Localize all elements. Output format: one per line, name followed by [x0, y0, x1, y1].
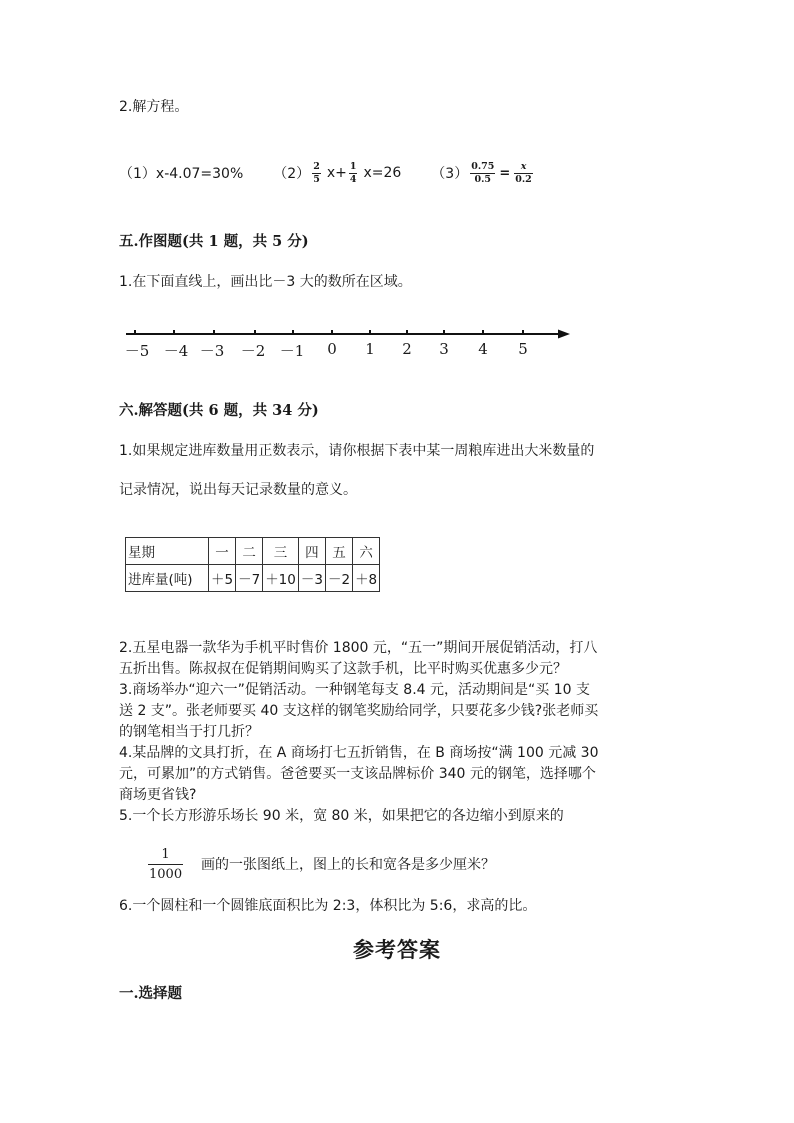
section-6-heading: 六.解答题(共 6 题，共 34 分): [119, 402, 319, 419]
equals-sign: =: [499, 165, 511, 181]
answer-section-1-heading: 一.选择题: [119, 985, 183, 1002]
numberline-label-5: 5: [518, 340, 528, 358]
numberline-label-neg4: －4: [163, 342, 189, 360]
table-cell: ＋5: [209, 565, 236, 592]
table-header-cell: 五: [325, 538, 352, 565]
numberline-label-0: 0: [327, 340, 337, 358]
grain-storage-table: [125, 537, 380, 592]
arrow-right-icon: [558, 330, 570, 339]
fraction-one-quarter: $\frac{1}{4}$: [349, 161, 357, 185]
section-6-q3-line-3: 的钢笔相当于打几折？: [119, 724, 259, 740]
table-header-cell: 四: [298, 538, 325, 565]
equation-2: （2） $\frac{2}{5}$ x+ $\frac{1}{4}$ x=26: [273, 161, 402, 185]
section-6-q3-line-2: 送 2 支”。张老师要买 40 支这样的钢笔奖励给同学，只要花多少钱?张老师买: [119, 703, 599, 719]
table-row: [126, 538, 380, 565]
numberline-label-1: 1: [365, 340, 375, 358]
section-6-q3-line-1: 3.商场举办“迎六一”促销活动。一种钢笔每支 8.4 元，活动期间是“买 10 支: [119, 682, 590, 698]
table-cell: ＋8: [353, 565, 380, 592]
equation-3: （3） $\frac{0.75}{0.5}$ = $\frac{x}{0.2}$: [431, 161, 532, 185]
equation-1: （1）x-4.07=30%: [119, 166, 244, 182]
section-6-q4-line-1: 4.某品牌的文具打折，在 A 商场打七五折销售，在 B 商场按“满 100 元减 30: [119, 745, 599, 761]
section-6-q2-line-2: 五折出售。陈叔叔在促销期间购买了这款手机，比平时购买优惠多少元？: [119, 661, 567, 677]
table-header-cell: 六: [353, 538, 380, 565]
section-6-q4-line-3: 商场更省钱?: [119, 787, 197, 803]
numberline-label-neg3: －3: [199, 342, 225, 360]
equations-row: [119, 160, 535, 186]
fraction-one-thousandth: $\frac{1}{1000}$: [149, 847, 183, 882]
table-row: [126, 565, 380, 592]
question-2-title: 2.解方程。: [119, 99, 189, 115]
numberline-label-neg2: －2: [240, 342, 266, 360]
numberline-label-neg5: －5: [124, 342, 150, 360]
table-cell: －2: [325, 565, 352, 592]
numberline-label-neg1: －1: [279, 342, 305, 360]
section-6-q5-line-2: 画的一张图纸上，图上的长和宽各是多少厘米？: [201, 857, 495, 873]
table-cell: 进库量(吨): [126, 565, 209, 592]
section-6-q4-line-2: 元，可累加”的方式销售。爸爸要买一支该品牌标价 340 元的钢笔，选择哪个: [119, 766, 596, 782]
table-header-cell: 星期: [126, 538, 209, 565]
numberline-label-2: 2: [402, 340, 412, 358]
section-6-question-6: 6.一个圆柱和一个圆锥底面积比为 2:3，体积比为 5:6，求高的比。: [119, 898, 537, 914]
table-header-cell: 二: [236, 538, 263, 565]
answer-key-title: 参考答案: [353, 937, 441, 962]
table-header-cell: 一: [209, 538, 236, 565]
section-5-heading: 五.作图题(共 1 题，共 5 分): [119, 233, 309, 250]
section-6-q2-line-1: 2.五星电器一款华为手机平时售价 1800 元，“五一”期间开展促销活动，打八: [119, 640, 598, 656]
fraction-0.75-over-0.5: $\frac{0.75}{0.5}$: [471, 161, 495, 185]
fraction-x-over-0.2: $\frac{x}{0.2}$: [515, 161, 532, 185]
numberline-label-3: 3: [439, 340, 449, 358]
numberline-label-4: 4: [478, 340, 488, 358]
fraction-two-fifths: $\frac{2}{5}$: [313, 161, 320, 185]
section-6-q1-line-2: 记录情况，说出每天记录数量的意义。: [119, 482, 357, 498]
table-cell: ＋10: [263, 565, 299, 592]
table-header-cell: 三: [263, 538, 299, 565]
section-6-q5-line-1: 5.一个长方形游乐场长 90 米，宽 80 米，如果把它的各边缩小到原来的: [119, 808, 564, 824]
table-cell: －7: [236, 565, 263, 592]
table-cell: －3: [298, 565, 325, 592]
section-5-question-1: 1.在下面直线上，画出比－3 大的数所在区域。: [119, 274, 412, 290]
section-6-q1-line-1: 1.如果规定进库数量用正数表示，请你根据下表中某一周粮库进出大米数量的: [119, 443, 595, 459]
